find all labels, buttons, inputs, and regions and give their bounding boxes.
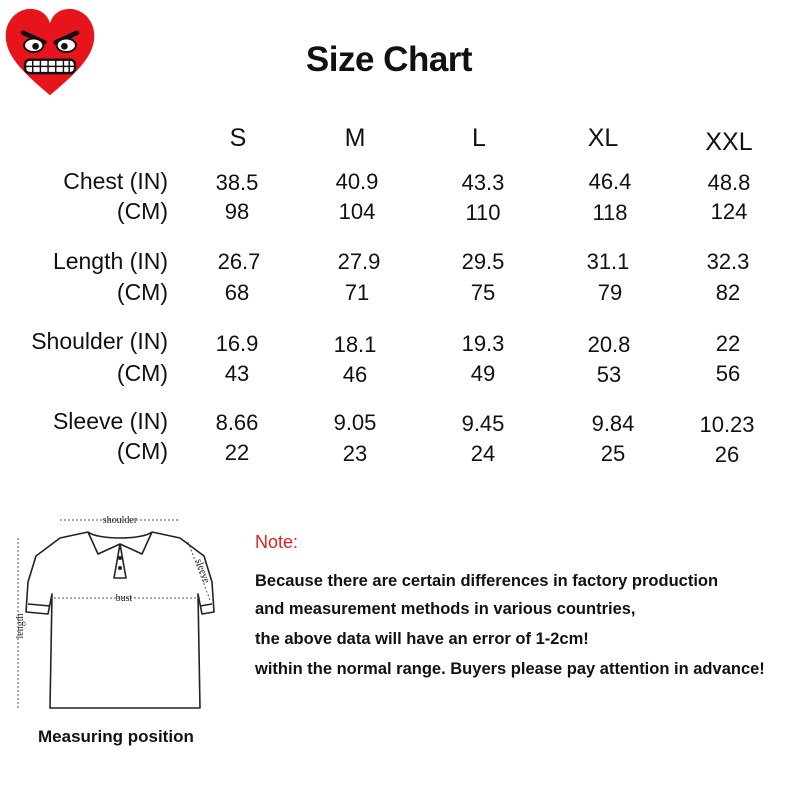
shoulder-cm-s: 43 — [224, 361, 250, 386]
shoulder-cm-l: 49 — [470, 361, 496, 386]
size-header-m: M — [344, 124, 366, 152]
chest-cm-xxl: 124 — [710, 199, 748, 224]
shoulder-in-xxl: 22 — [715, 331, 741, 356]
measuring-position-caption: Measuring position — [38, 727, 194, 746]
bust-label: bust — [115, 593, 133, 604]
chest-cm-label: (CM) — [116, 198, 168, 224]
shoulder-cm-m: 46 — [342, 362, 368, 387]
page-title: Size Chart — [305, 40, 473, 79]
sleeve-cm-s: 22 — [224, 440, 250, 465]
sleeve-label: sleeve — [192, 557, 212, 585]
length-in-label: Length (IN) — [52, 248, 168, 274]
length-in-l: 29.5 — [461, 249, 505, 274]
length-in-s: 26.7 — [217, 249, 261, 274]
sleeve-in-xxl: 10.23 — [699, 412, 755, 437]
size-header-s: S — [229, 124, 247, 152]
sleeve-cm-label: (CM) — [116, 438, 168, 464]
length-cm-label: (CM) — [116, 279, 168, 305]
length-label: length — [15, 613, 26, 639]
chest-in-xl: 46.4 — [588, 169, 632, 194]
length-cm-l: 75 — [470, 280, 496, 305]
length-cm-xxl: 82 — [715, 280, 741, 305]
note-line-1: Because there are certain differences in factory production — [255, 572, 719, 590]
chest-cm-l: 110 — [465, 200, 501, 225]
sleeve-cm-l: 24 — [470, 441, 496, 466]
chest-cm-s: 98 — [224, 199, 250, 224]
length-cm-xl: 79 — [597, 280, 623, 305]
sleeve-in-m: 9.05 — [333, 410, 377, 435]
sleeve-in-l: 9.45 — [461, 411, 505, 436]
shoulder-label: shoulder — [102, 515, 138, 526]
sleeve-cm-m: 23 — [342, 441, 368, 466]
length-cm-m: 71 — [344, 280, 370, 305]
sleeve-cm-xl: 25 — [600, 441, 626, 466]
chest-in-s: 38.5 — [215, 170, 259, 195]
note-heading: Note: — [255, 532, 299, 552]
size-header-l: L — [472, 124, 486, 152]
shoulder-in-xl: 20.8 — [587, 332, 631, 357]
shoulder-in-l: 19.3 — [461, 331, 505, 356]
chest-in-m: 40.9 — [335, 169, 379, 194]
sleeve-cm-xxl: 26 — [714, 442, 740, 467]
shoulder-in-m: 18.1 — [333, 332, 377, 357]
shoulder-in-s: 16.9 — [215, 331, 259, 356]
note-line-3: the above data will have an error of 1-2cm! — [255, 630, 589, 648]
shoulder-cm-label: (CM) — [116, 360, 168, 386]
length-in-xxl: 32.3 — [706, 249, 750, 274]
shoulder-cm-xxl: 56 — [715, 361, 741, 386]
note-line-2: and measurement methods in various countries, — [255, 600, 636, 618]
chest-in-l: 43.3 — [461, 170, 505, 195]
note-line-4: within the normal range. Buyers please pay attention in advance! — [255, 660, 765, 678]
sleeve-in-s: 8.66 — [215, 410, 259, 435]
chest-cm-m: 104 — [338, 199, 376, 224]
length-in-xl: 31.1 — [586, 249, 630, 274]
size-header-xl: XL — [587, 124, 619, 152]
sleeve-in-xl: 9.84 — [591, 411, 635, 436]
shoulder-in-label: Shoulder (IN) — [31, 328, 168, 354]
chest-cm-xl: 118 — [592, 200, 628, 225]
sleeve-in-label: Sleeve (IN) — [52, 408, 168, 434]
chest-in-xxl: 48.8 — [707, 170, 751, 195]
length-in-m: 27.9 — [337, 249, 381, 274]
chest-in-label: Chest (IN) — [63, 168, 168, 194]
shoulder-cm-xl: 53 — [596, 362, 622, 387]
length-cm-s: 68 — [224, 280, 250, 305]
size-header-xxl: XXL — [705, 128, 753, 156]
polo-shirt-measuring-diagram-icon — [14, 508, 224, 726]
